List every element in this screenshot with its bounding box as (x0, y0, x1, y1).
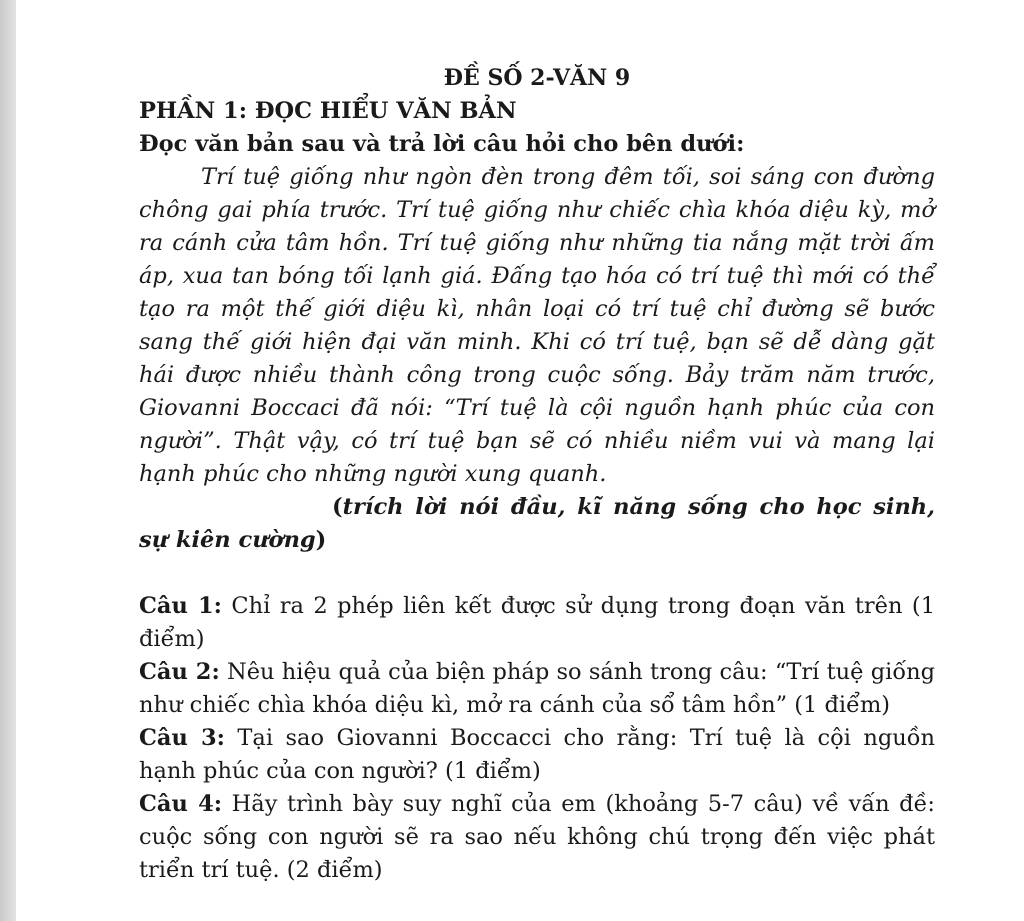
part-title: PHẦN 1: ĐỌC HIỂU VĂN BẢN (139, 98, 517, 124)
reading-passage: Trí tuệ giống như ngòn đèn trong đêm tối, soi sáng con đường chông gai phía trước. Trí tuệ giống như chiếc chìa khóa diệu kỳ, mở ra cánh cửa tâm hồn. Trí tuệ giống như những tia nắng mặt trời ấm áp, xua tan bóng tối lạnh giá. Đấng tạo hóa có trí tuệ thì mới có thể tạo ra một thế giới diệu kì, nhân loại có trí tuệ chỉ đường sẽ bước sang thế giới hiện đại văn minh. Khi có trí tuệ, bạn sẽ dễ dàng gặt hái được nhiều thành công trong cuộc sống. Bảy trăm năm trước, Giovanni Boccaci đã nói: “Trí tuệ là cội nguồn hạnh phúc của con người”. Thật vậy, có trí tuệ bạn sẽ có nhiều niềm vui và mang lại hạnh phúc cho những người xung quanh. (139, 164, 935, 487)
exam-title: ĐỀ SỐ 2-VĂN 9 (443, 65, 631, 91)
question-text: Nêu hiệu quả của biện pháp so sánh trong câu: “Trí tuệ giống như chiếc chìa khóa diệu kì, mở ra cánh của sổ tâm hồn” (1 điểm) (139, 659, 935, 718)
question-4 (139, 788, 935, 887)
question-3 (139, 722, 935, 788)
question-text: Chỉ ra 2 phép liên kết được sử dụng trong đoạn văn trên (1 điểm) (139, 593, 936, 652)
question-text: Tại sao Giovanni Boccacci cho rằng: Trí tuệ là cội nguồn hạnh phúc của con người? (1 điểm) (139, 725, 935, 784)
document-content (139, 62, 935, 887)
passage-citation (139, 491, 935, 557)
reading-instruction: Đọc văn bản sau và trả lời câu hỏi cho bên dưới: (139, 131, 745, 157)
citation-body: trích lời nói đầu, kĩ năng sống cho học sinh, sự kiên cường (139, 494, 935, 553)
citation-close: ) (315, 527, 327, 553)
citation-open: ( (332, 494, 343, 520)
question-text: Hãy trình bày suy nghĩ của em (khoảng 5-7 câu) về vấn đề: cuộc sống con người sẽ ra sao nếu không chú trọng đến việc phát triển trí tuệ. (2 điểm) (139, 791, 936, 883)
blank-line (139, 557, 935, 590)
question-label: Câu 2: (139, 659, 220, 685)
question-label: Câu 1: (139, 593, 222, 619)
question-label: Câu 3: (139, 725, 225, 751)
document-page (16, 0, 1024, 921)
question-1 (139, 590, 935, 656)
question-label: Câu 4: (139, 791, 223, 817)
viewer-margin (0, 0, 16, 921)
question-2 (139, 656, 935, 722)
